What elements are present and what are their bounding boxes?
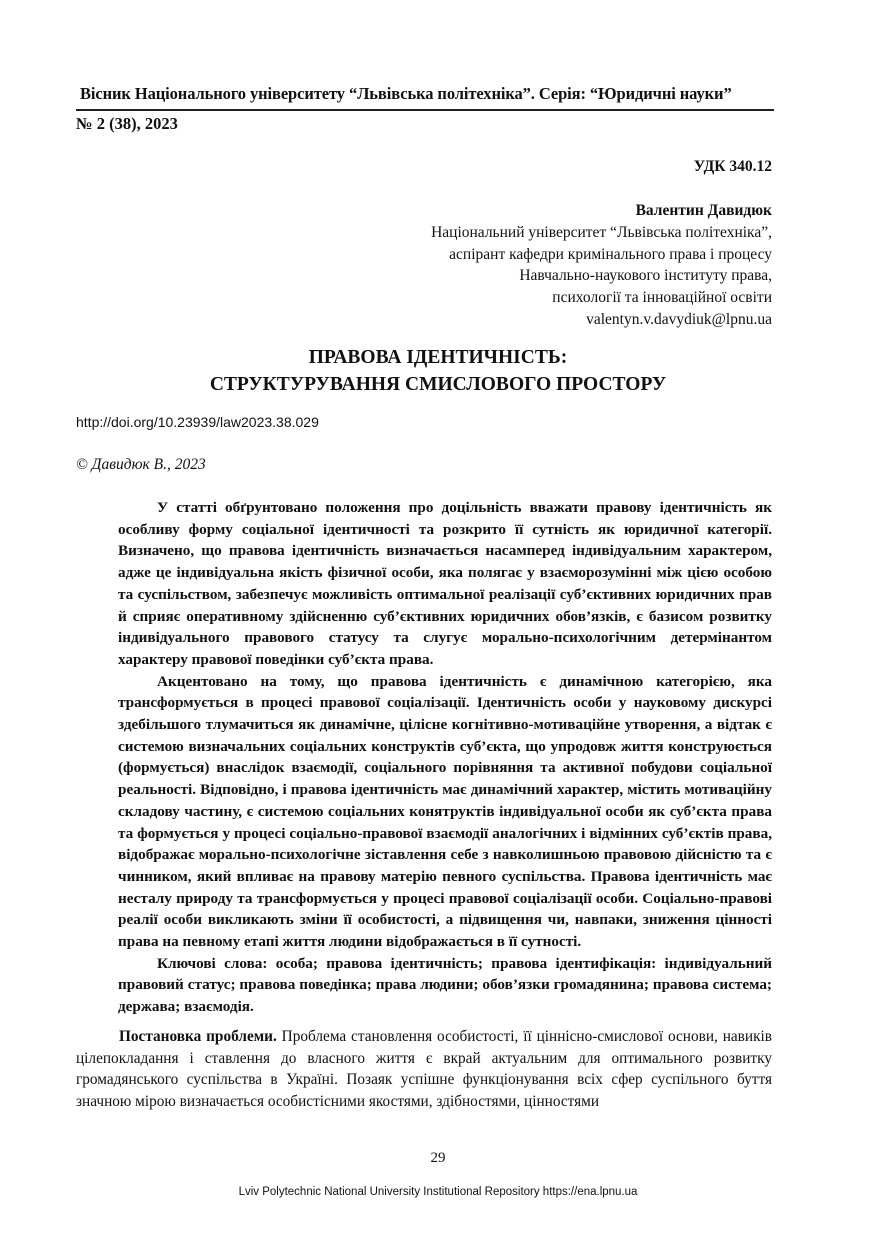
keywords: Ключові слова: особа; правова ідентичність; правова ідентифікація: індивідуальний правовий статус; правова поведінка; права людини; обов’язки громадянина; правова система; держава; взаємодія.: [118, 954, 772, 1016]
doi-link[interactable]: http://doi.org/10.23939/law2023.38.029: [76, 414, 319, 430]
affiliation-line-2: аспірант кафедри кримінального права і процесу: [449, 245, 772, 263]
intro-paragraph: [76, 1026, 772, 1113]
affiliation-line-4: психології та інноваційної освіти: [552, 289, 772, 307]
author-name: Валентин Давидюк: [635, 202, 772, 219]
intro-section: [76, 1026, 772, 1113]
article-title: [76, 344, 800, 398]
abstract-paragraph-1: У статті обґрунтовано положення про доцільність вважати правову ідентичність як особливу форму соціальної ідентичності та розкрито її сутність як юридичної категорії. Визначено, що правова ідентичність визначається насамперед індивідуальним характером, адже це індивідуальна якість фізичної особи, яка полягає у взаєморозумінні між цією особою та суспільством, забезпечує можливість оптимальної реалізації суб’єктивних юридичних прав й сприяє оперативному здійсненню суб’єктивних юридичних обов’язків, є базисом розвитку індивідуального правового статусу та слугує морально-психологічним детермінантом характеру правової поведінки суб’єкта права.: [118, 499, 772, 668]
abstract: [118, 497, 772, 1018]
section-heading: Постановка проблеми.: [119, 1028, 277, 1045]
intro-text: Проблема становлення особистості, її ціннісно-смислової основи, навиків цілепокладання і ставлення до власного життя є вкрай актуальним для оптимального розвитку громадянського суспільства в Україні. Позаяк успішне функціонування всіх сфер суспільного буття значною мірою визначається особистісними якостями, здібностями, цінностями: [76, 1028, 772, 1111]
journal-header: Вісник Національного університету “Львівська політехніка”. Серія: “Юридичні науки”: [80, 84, 732, 103]
author-block: [252, 200, 772, 331]
header-rule: [76, 109, 774, 111]
title-line-2: СТРУКТУРУВАННЯ СМИСЛОВОГО ПРОСТОРУ: [209, 374, 667, 395]
page-number: 29: [430, 1150, 446, 1166]
repository-footer: Lviv Polytechnic National University Institutional Repository https://ena.lpnu.ua: [238, 1186, 638, 1198]
udk-code: УДК 340.12: [693, 158, 772, 175]
affiliation-line-1: Національний університет “Львівська політехніка”,: [431, 223, 772, 241]
author-email[interactable]: valentyn.v.davydiuk@lpnu.ua: [586, 310, 772, 328]
copyright-notice: © Давидюк В., 2023: [76, 456, 206, 473]
issue-number: № 2 (38), 2023: [76, 114, 178, 133]
title-line-1: ПРАВОВА ІДЕНТИЧНІСТЬ:: [308, 347, 568, 368]
affiliation-line-3: Навчально-наукового інституту права,: [519, 267, 772, 285]
abstract-paragraph-2: Акцентовано на тому, що правова ідентичність є динамічною категорією, яка трансформується в процесі правової соціалізації. Ідентичність особи у науковому дискурсі здебільшого тлумачиться як динамічне, цілісне когнітивно-мотиваційне утворення, а відтак є системою визначальних соціальних конструктів суб’єкта, що упродовж життя конструюється (формується) внаслідок взаємодії, соціального порівняння та активної побудови соціальної реальності. Відповідно, і правова ідентичність має динамічний характер, містить мотиваційну складову частину, є системою соціальних конятруктів індивідуальної особи як суб’єкта права та формується у процесі соціально-правової взаємодії аналогічних і відмінних суб’єктів права, відображає морально-психологічне зіставлення себе з навколишньою правовою дійсністю та є чинником, який впливає на правову матерію певного суспільства. Правова ідентичність має несталу природу та трансформується у процесі правової соціалізації особи. Соціально-правові реалії особи викликають зміни її особистості, а підвищення чи, навпаки, зниження цінності права на певному етапі життя людини відображається в її сутності.: [118, 672, 772, 951]
